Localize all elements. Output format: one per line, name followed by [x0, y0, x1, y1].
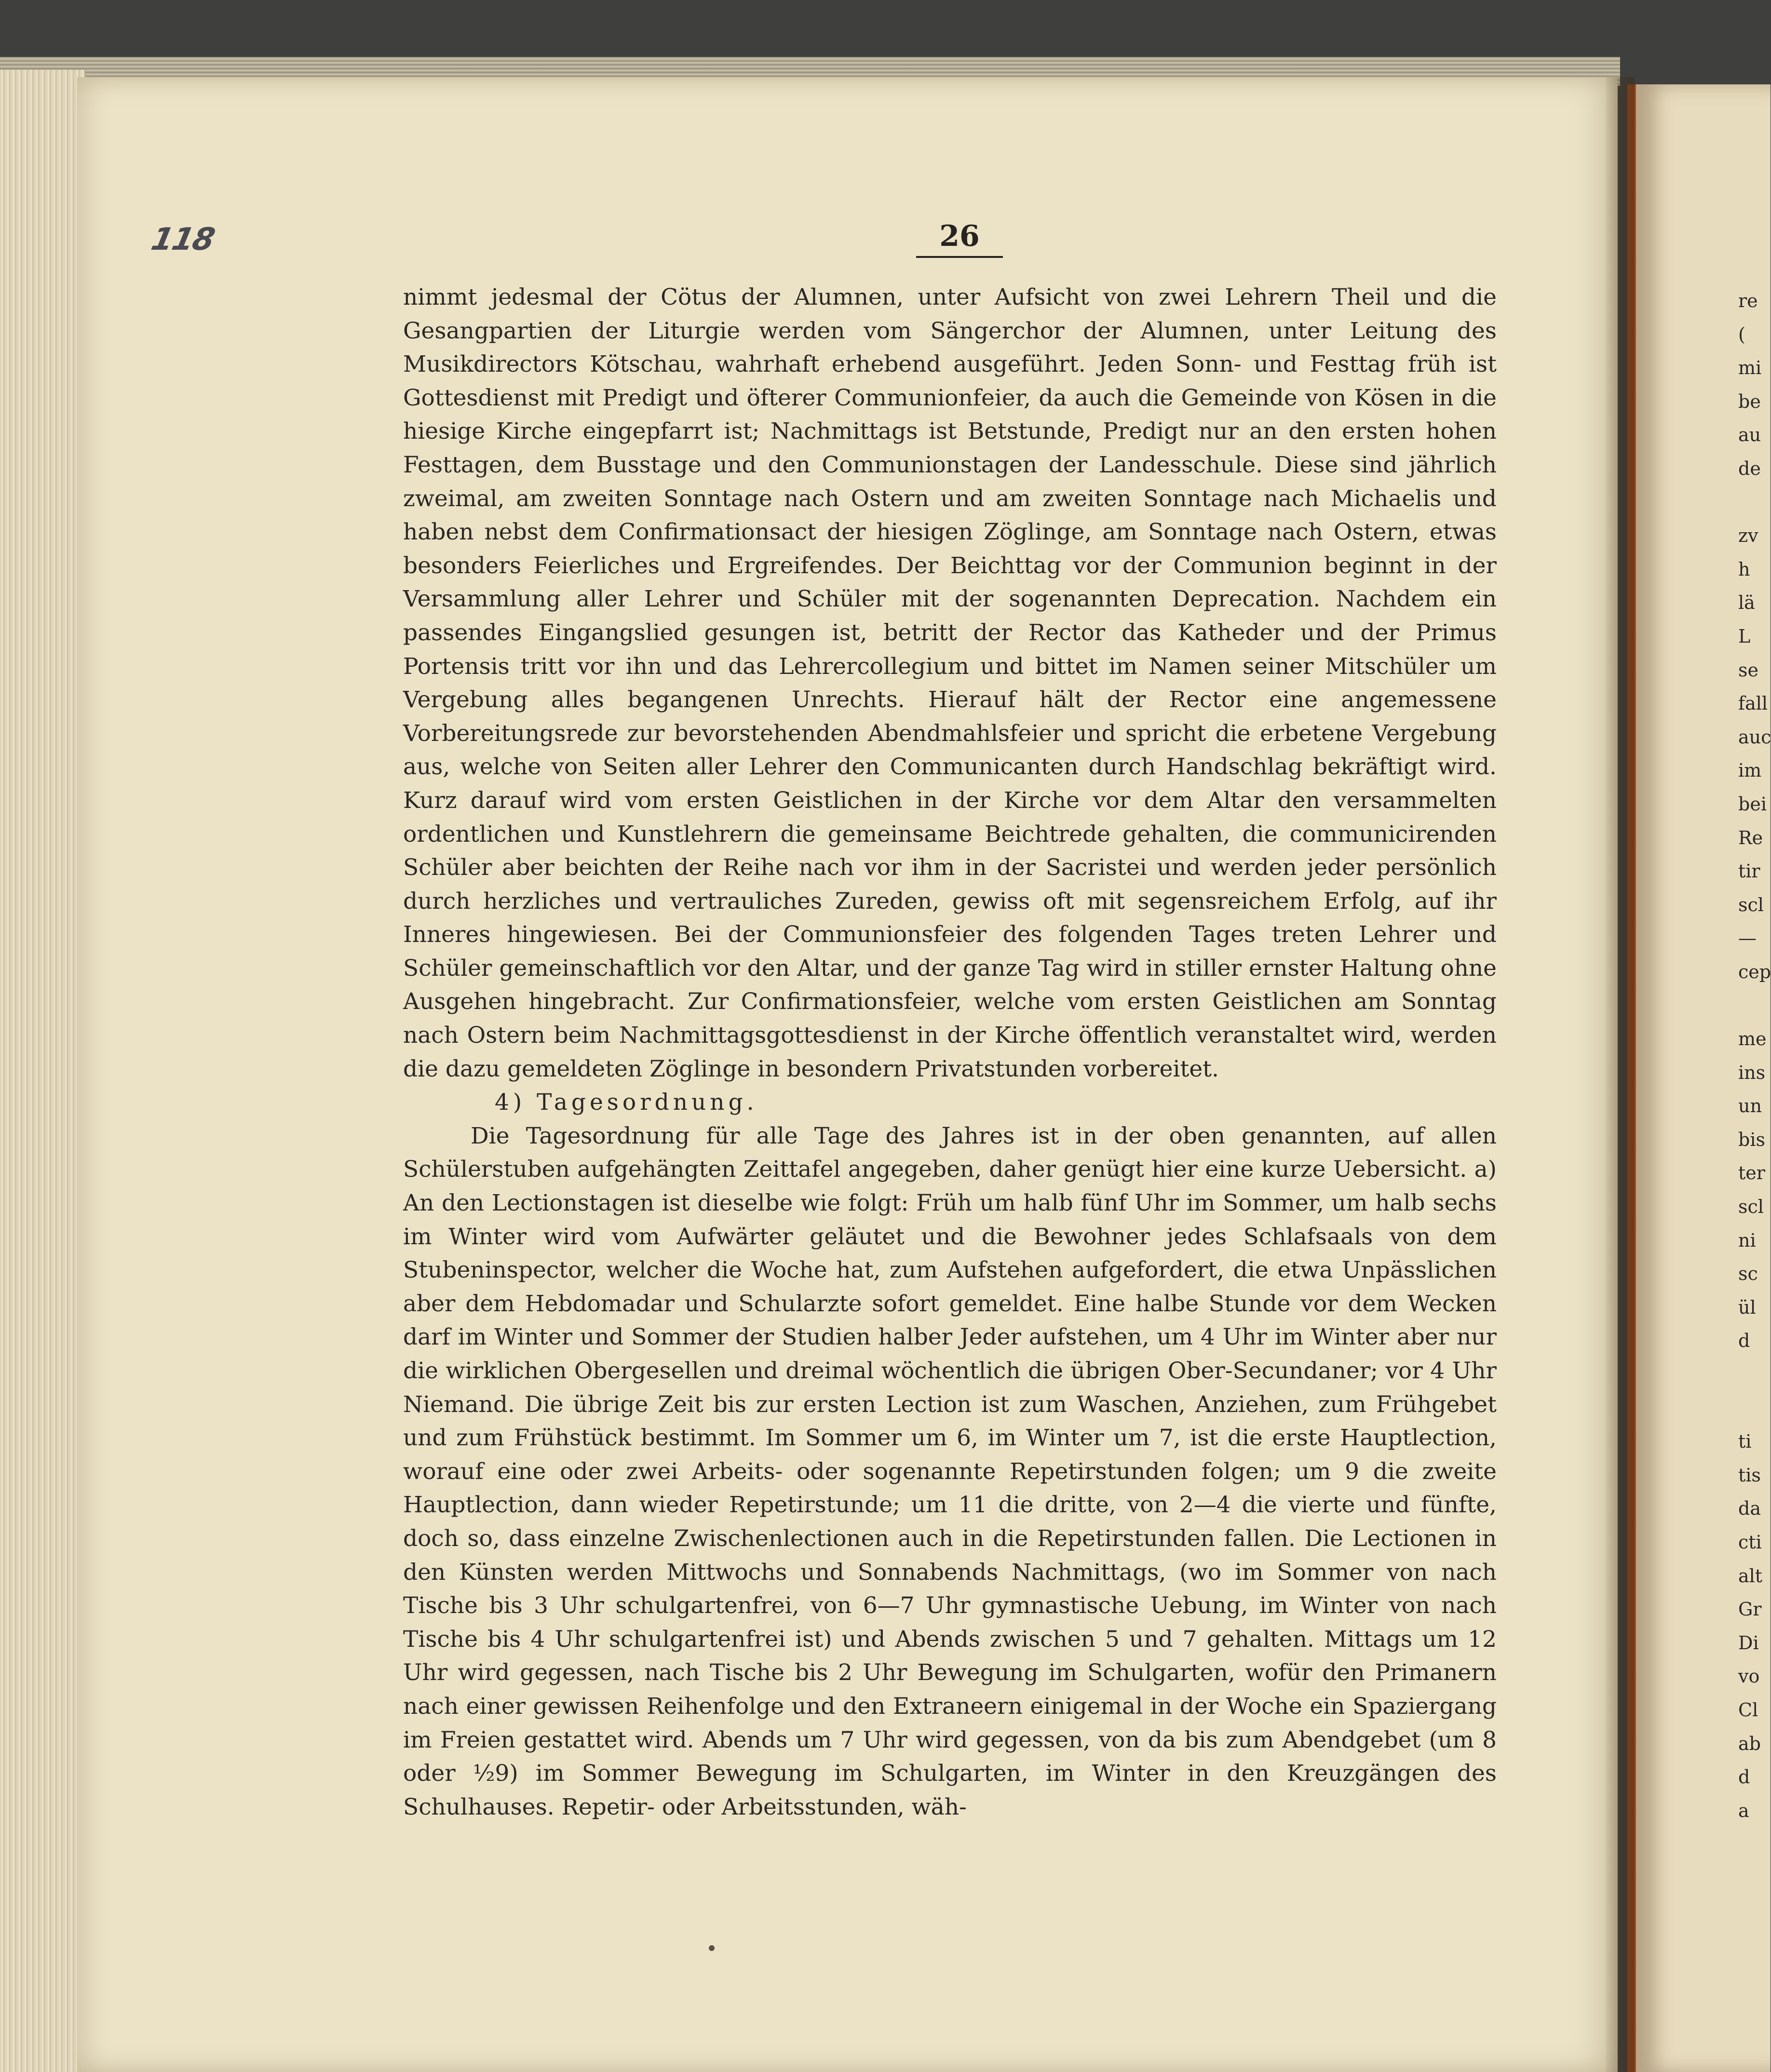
- facing-page-fragment: alt: [1738, 1565, 1763, 1587]
- facing-page-fragment: Gr: [1738, 1599, 1762, 1620]
- facing-page-fragment: Di: [1738, 1632, 1759, 1654]
- section-heading: 4) Tagesordnung.: [495, 1089, 758, 1116]
- page-edge-stack: [0, 70, 86, 2072]
- facing-page-fragment: ab: [1738, 1733, 1761, 1754]
- facing-page-fragment: [1738, 989, 1762, 1023]
- body-text: [403, 281, 1497, 1824]
- facing-page-fragment: vo: [1738, 1666, 1760, 1687]
- facing-page-fragment: tir: [1738, 861, 1760, 882]
- facing-page-fragment: sc: [1738, 1263, 1758, 1285]
- facing-page-fragment: de: [1738, 457, 1761, 479]
- facing-page-fragment: ti: [1738, 1431, 1752, 1453]
- facing-page-fragment: cep: [1738, 961, 1771, 982]
- facing-page-fragment: h: [1738, 558, 1750, 580]
- facing-page-fragment: scl: [1738, 1196, 1764, 1218]
- facing-page-fragment: au: [1738, 424, 1761, 446]
- facing-page-fragment: d: [1738, 1766, 1750, 1788]
- facing-page-fragment: re: [1738, 290, 1758, 311]
- facing-page-fragment: bis: [1738, 1129, 1765, 1150]
- facing-page-fragment: auc: [1738, 726, 1771, 748]
- facing-page-fragment: —: [1738, 928, 1757, 949]
- facing-page-fragment: be: [1738, 390, 1761, 412]
- facing-page-fragment: ter: [1738, 1162, 1765, 1184]
- facing-page-text-fragments: [1738, 284, 1771, 1828]
- facing-page-fragment: un: [1738, 1095, 1762, 1117]
- facing-page-fragment: se: [1738, 659, 1758, 681]
- facing-page-fragment: ins: [1738, 1062, 1766, 1083]
- facing-page-fragment: ül: [1738, 1296, 1756, 1318]
- facing-page-fragment: scl: [1738, 894, 1764, 915]
- handwritten-folio-note: 118: [148, 222, 217, 257]
- facing-page-fragment: da: [1738, 1498, 1761, 1520]
- facing-page-fragment: cti: [1738, 1531, 1762, 1553]
- facing-page-fragment: a: [1738, 1800, 1749, 1821]
- facing-page-fragment: lä: [1738, 592, 1755, 614]
- facing-page-fragment: fall: [1738, 693, 1768, 714]
- facing-page-fragment: d: [1738, 1330, 1750, 1352]
- facing-page-fragment: [1738, 1358, 1762, 1392]
- ink-speck: [709, 1945, 715, 1951]
- page-number: 26: [916, 219, 1003, 258]
- facing-page-fragment: ni: [1738, 1229, 1756, 1251]
- facing-page-fragment: bei: [1738, 793, 1767, 815]
- facing-page-fragment: Cl: [1738, 1699, 1758, 1721]
- paragraph-daily-schedule: Die Tagesordnung für alle Tage des Jahres ist in der oben genannten, auf allen Schülerstuben aufgehängten Zeittafel angegeben, daher genügt hier eine kurze Uebersicht. a) An den Lectionstagen ist dieselbe wie folgt: Früh um halb fünf Uhr im Sommer, um halb sechs im Winter wird vom Aufwärter geläutet und die Bewohner jedes Schlafsaals von dem Stubeninspector, welcher die Woche hat, zum Aufstehen aufgefordert, die etwa Unpässlichen aber dem Hebdomadar und Schularzte sofort gemeldet. Eine halbe Stunde vor dem Wecken darf im Winter und Sommer der Studien halber Jeder aufstehen, um 4 Uhr im Winter aber nur die wirklichen Obergesellen und dreimal wöchentlich die übrigen Ober-Secundaner; vor 4 Uhr Niemand. Die übrige Zeit bis zur ersten Lection ist zum Waschen, Anziehen, zum Frühgebet und zum Frühstück bestimmt. Im Sommer um 6, im Winter um 7, ist die erste Hauptlection, worauf eine oder zwei Arbeits- oder sogenannte Repetirstunden folgen; um 9 die zweite Hauptlection, dann wieder Repetirstunde; um 11 die dritte, von 2—4 die vierte und fünfte, doch so, dass einzelne Zwischenlectionen auch in die Repetirstunden fallen. Die Lectionen in den Künsten werden Mittwochs und Sonnabends Nachmittags, (wo im Sommer von nach Tische bis 3 Uhr schulgartenfrei, von 6—7 Uhr gymnastische Uebung, im Winter von nach Tische bis 4 Uhr schulgartenfrei ist) und Abends zwischen 5 und 7 gehalten. Mittags um 12 Uhr wird gegessen, nach Tische bis 2 Uhr Bewegung im Schulgarten, wofür den Primanern nach einer gewissen Reihenfolge und den Extraneern einigemal in der Woche ein Spaziergang im Freien gestattet wird. Abends um 7 Uhr wird gegessen, von da bis zum Abendgebet (um 8 oder ½9) im Sommer Bewegung im Schulgarten, im Winter in den Kreuzgängen des Schulhauses. Repetir- oder Arbeitsstunden, wäh-: [403, 1122, 1497, 1820]
- paragraph-worship: nimmt jedesmal der Cötus der Alumnen, unter Aufsicht von zwei Lehrern Theil und die Gesangpartien der Liturgie werden vom Sängerchor der Alumnen, unter Leitung des Musikdirectors Kötschau, wahrhaft erhebend ausgeführt. Jeden Sonn- und Festtag früh ist Gottesdienst mit Predigt und öfterer Communionfeier, da auch die Gemeinde von Kösen in die hiesige Kirche eingepfarrt ist; Nachmittags ist Betstunde, Predigt nur an den ersten hohen Festtagen, dem Busstage und den Communionstagen der Landesschule. Diese sind jährlich zweimal, am zweiten Sonntage nach Ostern und am zweiten Sonntage nach Michaelis und haben nebst dem Confirmationsact der hiesigen Zöglinge, am Sonntage nach Ostern, etwas besonders Feierliches und Ergreifendes. Der Beichttag vor der Communion beginnt in der Versammlung aller Lehrer und Schüler mit der sogenannten Deprecation. Nachdem ein passendes Eingangslied gesungen ist, betritt der Rector das Katheder und der Primus Portensis tritt vor ihn und das Lehrercollegium und bittet im Namen seiner Mitschüler um Vergebung alles begangenen Unrechts. Hierauf hält der Rector eine angemessene Vorbereitungsrede zur bevorstehenden Abendmahlsfeier und spricht die erbetene Vergebung aus, welche von Seiten aller Lehrer den Communicanten durch Handschlag bekräftigt wird. Kurz darauf wird vom ersten Geistlichen in der Kirche vor dem Altar den versammelten ordentlichen und Kunstlehrern die gemeinsame Beichtrede gehalten, die communicirenden Schüler aber beichten der Reihe nach vor ihm in der Sacristei und werden jeder persönlich durch herzliches und vertrauliches Zureden, gewiss oft mit segensreichem Erfolg, auf ihr Inneres hingewiesen. Bei der Communionsfeier des folgenden Tages treten Lehrer und Schüler gemeinschaftlich vor den Altar, und der ganze Tag wird in stiller ernster Haltung ohne Ausgehen hingebracht. Zur Confirmationsfeier, welche vom ersten Geistlichen am Sonntag nach Ostern beim Nachmittagsgottesdienst in der Kirche öffentlich veranstaltet wird, werden die dazu gemeldeten Zöglinge in besondern Privatstunden vorbereitet.: [403, 284, 1497, 1082]
- facing-page-fragment: Re: [1738, 827, 1763, 848]
- facing-page-fragment: zv: [1738, 525, 1758, 547]
- facing-page-fragment: [1738, 486, 1762, 520]
- facing-page-fragment: [1738, 1392, 1762, 1426]
- facing-page-fragment: tis: [1738, 1464, 1761, 1486]
- facing-page-fragment: L: [1738, 625, 1751, 647]
- facing-page-fragment: im: [1738, 760, 1762, 781]
- facing-page-fragment: (: [1738, 323, 1745, 345]
- facing-page-fragment: mi: [1738, 357, 1762, 379]
- spine-shadow: [1606, 77, 1635, 2072]
- facing-page-fragment: me: [1738, 1028, 1767, 1050]
